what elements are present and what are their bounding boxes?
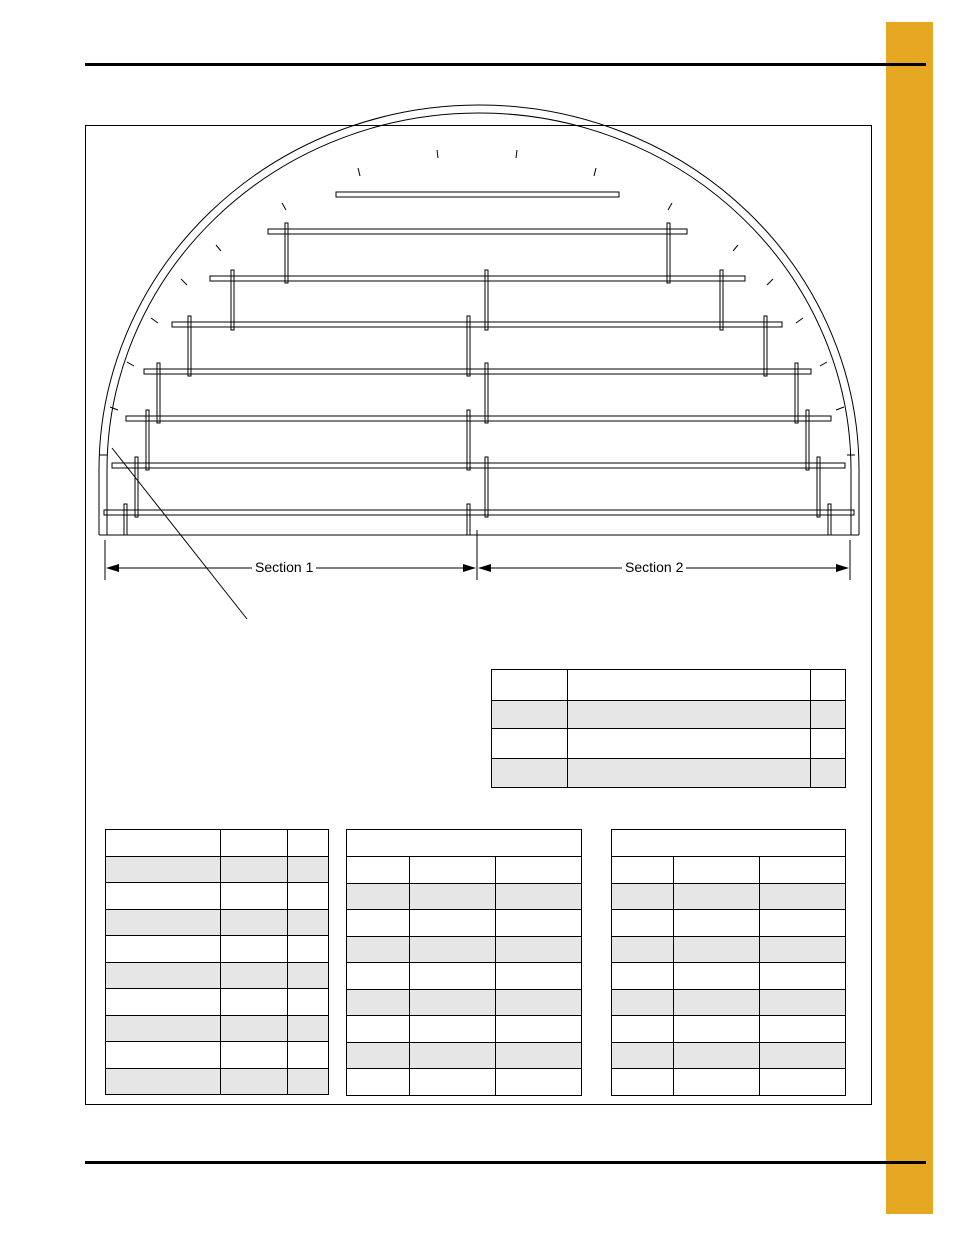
callout-leader-line bbox=[112, 448, 247, 619]
section-1-arrow-left bbox=[106, 564, 119, 572]
bin-wall-outer bbox=[99, 105, 859, 535]
floor-beams bbox=[104, 192, 854, 515]
wall-segment-ticks bbox=[99, 150, 855, 455]
bottom-left-table bbox=[105, 829, 329, 1095]
section-1-arrow-right bbox=[463, 564, 476, 572]
floor-supports bbox=[124, 223, 831, 535]
section-2-arrow-right bbox=[836, 564, 849, 572]
section-2-arrow-left bbox=[478, 564, 491, 572]
section-1-label: Section 1 bbox=[252, 559, 316, 575]
section-2-label: Section 2 bbox=[622, 559, 686, 575]
bottom-middle-table bbox=[346, 829, 582, 1096]
bottom-right-table bbox=[611, 829, 846, 1096]
bin-wall-inner bbox=[107, 113, 851, 535]
top-table bbox=[491, 669, 846, 788]
